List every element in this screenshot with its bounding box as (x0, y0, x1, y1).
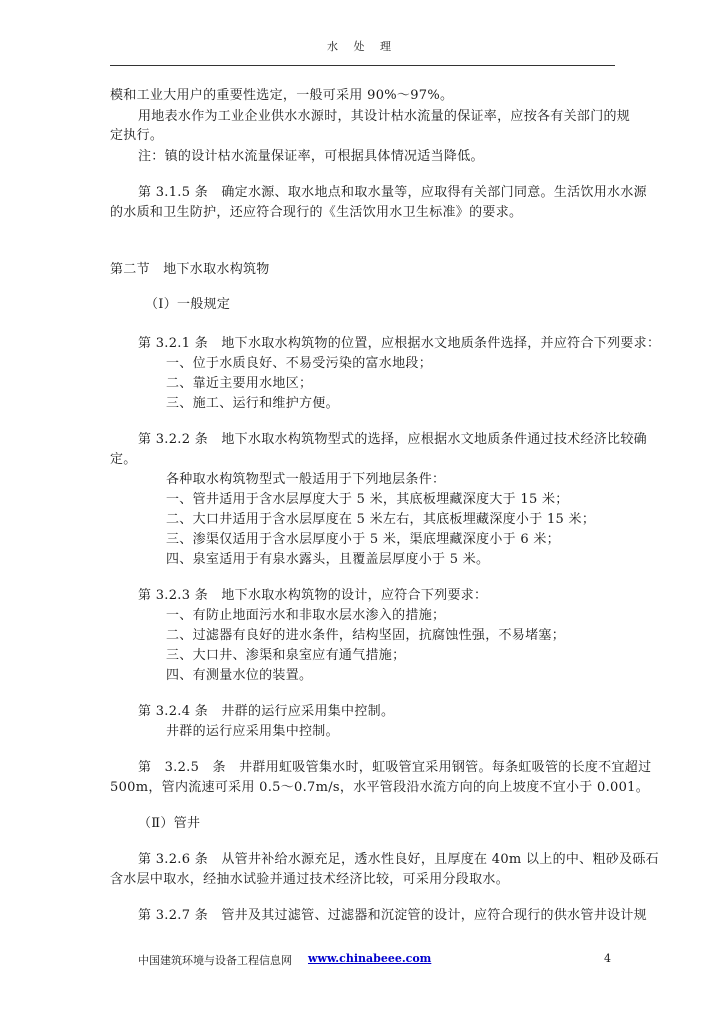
text-line: 含水层中取水，经抽水试验并通过技术经济比较，可采用分段取水。 (110, 872, 510, 887)
list-item: 一、位于水质良好、不易受污染的富水地段； (166, 356, 433, 371)
clause-line: 第 3.2.1 条 地下水取水构筑物的位置，应根据水文地质条件选择，并应符合下列要求： (138, 336, 661, 351)
list-item: 一、管井适用于含水层厚度大于 5 米，其底板埋藏深度大于 15 米； (166, 492, 569, 507)
footer-url-link[interactable]: www.chinabeee.com (308, 952, 432, 965)
section-heading: 第二节 地下水取水构筑物 (110, 262, 270, 277)
subsection-heading: （Ⅱ）管井 (138, 816, 201, 831)
text-line: 井群的运行应采用集中控制。 (166, 724, 339, 739)
list-item: 二、靠近主要用水地区； (166, 376, 313, 391)
clause-line: 第 3.2.6 条 从管井补给水源充足，透水性良好，且厚度在 40m 以上的中、粗砂及砾石 (138, 852, 659, 867)
list-item: 二、大口井适用于含水层厚度在 5 米左右，其底板埋藏深度小于 15 米； (166, 512, 596, 527)
text-line: 的水质和卫生防护，还应符合现行的《生活饮用水卫生标准》的要求。 (110, 205, 523, 220)
text-line: 定执行。 (110, 128, 164, 143)
list-item: 二、过滤器有良好的进水条件，结构坚固，抗腐蚀性强，不易堵塞； (166, 628, 566, 643)
clause-line: 第 3.2.4 条 井群的运行应采用集中控制。 (138, 704, 395, 719)
note-line: 注：镇的设计枯水流量保证率，可根据具体情况适当降低。 (138, 149, 484, 164)
page-number: 4 (604, 952, 611, 965)
clause-line: 第 3.2.2 条 地下水取水构筑物型式的选择，应根据水文地质条件通过技术经济比较确 (138, 432, 647, 447)
text-line: 定。 (110, 452, 137, 467)
clause-line: 第 3.2.7 条 管井及其过滤管、过滤器和沉淀管的设计，应符合现行的供水管井设计规 (138, 908, 647, 923)
list-item: 一、有防止地面污水和非取水层水渗入的措施； (166, 608, 446, 623)
list-item: 三、渗渠仅适用于含水层厚度小于 5 米，渠底埋藏深度小于 6 米； (166, 532, 560, 547)
list-item: 三、大口井、渗渠和泉室应有通气措施； (166, 648, 406, 663)
text-line: 用地表水作为工业企业供水水源时，其设计枯水流量的保证率，应按各有关部门的规 (138, 109, 631, 124)
text-line: 500m，管内流速可采用 0.5～0.7m/s，水平管段沿水流方向的向上坡度不宜小于 0.001。 (110, 780, 650, 795)
clause-line: 第 3.2.5 条 井群用虹吸管集水时，虹吸管宜采用钢管。每条虹吸管的长度不宜超过 (138, 760, 652, 775)
clause-line: 第 3.2.3 条 地下水取水构筑物的设计，应符合下列要求： (138, 588, 488, 603)
text-line: 模和工业大用户的重要性选定，一般可采用 90%～97%。 (110, 88, 454, 103)
running-header: 水 处 理 (327, 40, 397, 53)
clause-line: 第 3.1.5 条 确定水源、取水地点和取水量等，应取得有关部门同意。生活饮用水水源 (138, 185, 647, 200)
subsection-heading: （Ⅰ）一般规定 (145, 297, 231, 312)
text-line: 各种取水构筑物型式一般适用于下列地层条件： (166, 472, 446, 487)
list-item: 三、施工、运行和维护方便。 (166, 396, 339, 411)
list-item: 四、泉室适用于有泉水露头，且覆盖层厚度小于 5 米。 (166, 552, 490, 567)
footer-org: 中国建筑环境与设备工程信息网 (138, 954, 292, 967)
header-rule (110, 65, 615, 66)
list-item: 四、有测量水位的装置。 (166, 668, 313, 683)
